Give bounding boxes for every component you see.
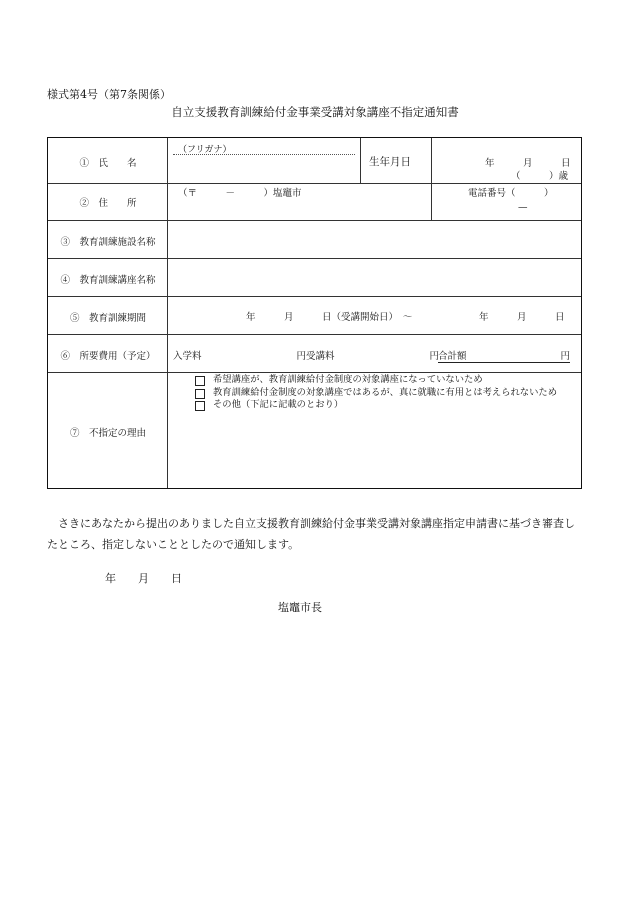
checkbox[interactable] <box>195 389 205 399</box>
period-start-field[interactable]: 年 月 日（受講開始日） ～ <box>246 312 413 323</box>
period-label: ⑤ 教育訓練期間 <box>69 313 146 324</box>
age-field[interactable]: （ ）歳 <box>511 171 569 182</box>
notice-date: 年 月 日 <box>105 572 182 585</box>
total-fee-field[interactable] <box>438 348 570 363</box>
phone-label: 電話番号（ ） <box>468 188 554 199</box>
cost-label: ⑥ 所要費用（予定） <box>60 351 156 362</box>
notice-body: さきにあなたから提出のありました自立支援教育訓練給付金事業受講対象講座指定申請書に基づき審査したところ、指定しないこととしたので通知します。 <box>47 517 575 551</box>
row-divider <box>48 296 581 297</box>
row-divider <box>48 183 581 184</box>
checkbox[interactable] <box>195 376 205 386</box>
application-form-table <box>47 137 582 489</box>
phone-field[interactable]: — <box>518 202 528 213</box>
column-divider <box>360 138 361 183</box>
document-title: 自立支援教育訓練給付金事業受講対象講座不指定通知書 <box>171 105 459 119</box>
furigana-label: （フリガナ） <box>178 145 232 155</box>
reason-option[interactable]: 教育訓練給付金制度の対象講座ではあるが、真に就職に有用とは考えられないため <box>195 387 557 400</box>
birthdate-field[interactable]: 年 月 日 <box>485 158 571 169</box>
reason-options <box>195 374 557 412</box>
address-label: ② 住 所 <box>79 198 137 209</box>
total-unit: 円 <box>560 351 570 362</box>
issuer-name: 塩竈市長 <box>278 601 322 614</box>
period-end-field[interactable]: 年 月 日 <box>479 312 565 323</box>
address-field[interactable]: （〒 － ）塩竈市 <box>178 188 302 199</box>
row-divider <box>48 372 581 373</box>
birthdate-label: 生年月日 <box>369 156 411 168</box>
reason-label: ⑦ 不指定の理由 <box>69 428 146 439</box>
row-divider <box>48 220 581 221</box>
total-label: 合計額 <box>438 351 467 362</box>
column-divider <box>431 138 432 220</box>
reason-option[interactable]: 希望講座が、教育訓練給付金制度の対象講座になっていないため <box>195 374 557 387</box>
course-label: ④ 教育訓練講座名称 <box>60 275 156 286</box>
name-label: ① 氏 名 <box>79 158 137 169</box>
checkbox[interactable] <box>195 401 205 411</box>
row-divider <box>48 334 581 335</box>
form-number: 様式第4号（第7条関係） <box>47 88 171 101</box>
reason-option[interactable]: その他（下記に記載のとおり） <box>195 399 557 412</box>
row-divider <box>48 258 581 259</box>
tuition-fee-field[interactable]: 受講料 円 <box>306 351 440 362</box>
facility-label: ③ 教育訓練施設名称 <box>60 237 156 248</box>
admission-fee-field[interactable]: 入学料 円 <box>173 351 307 362</box>
